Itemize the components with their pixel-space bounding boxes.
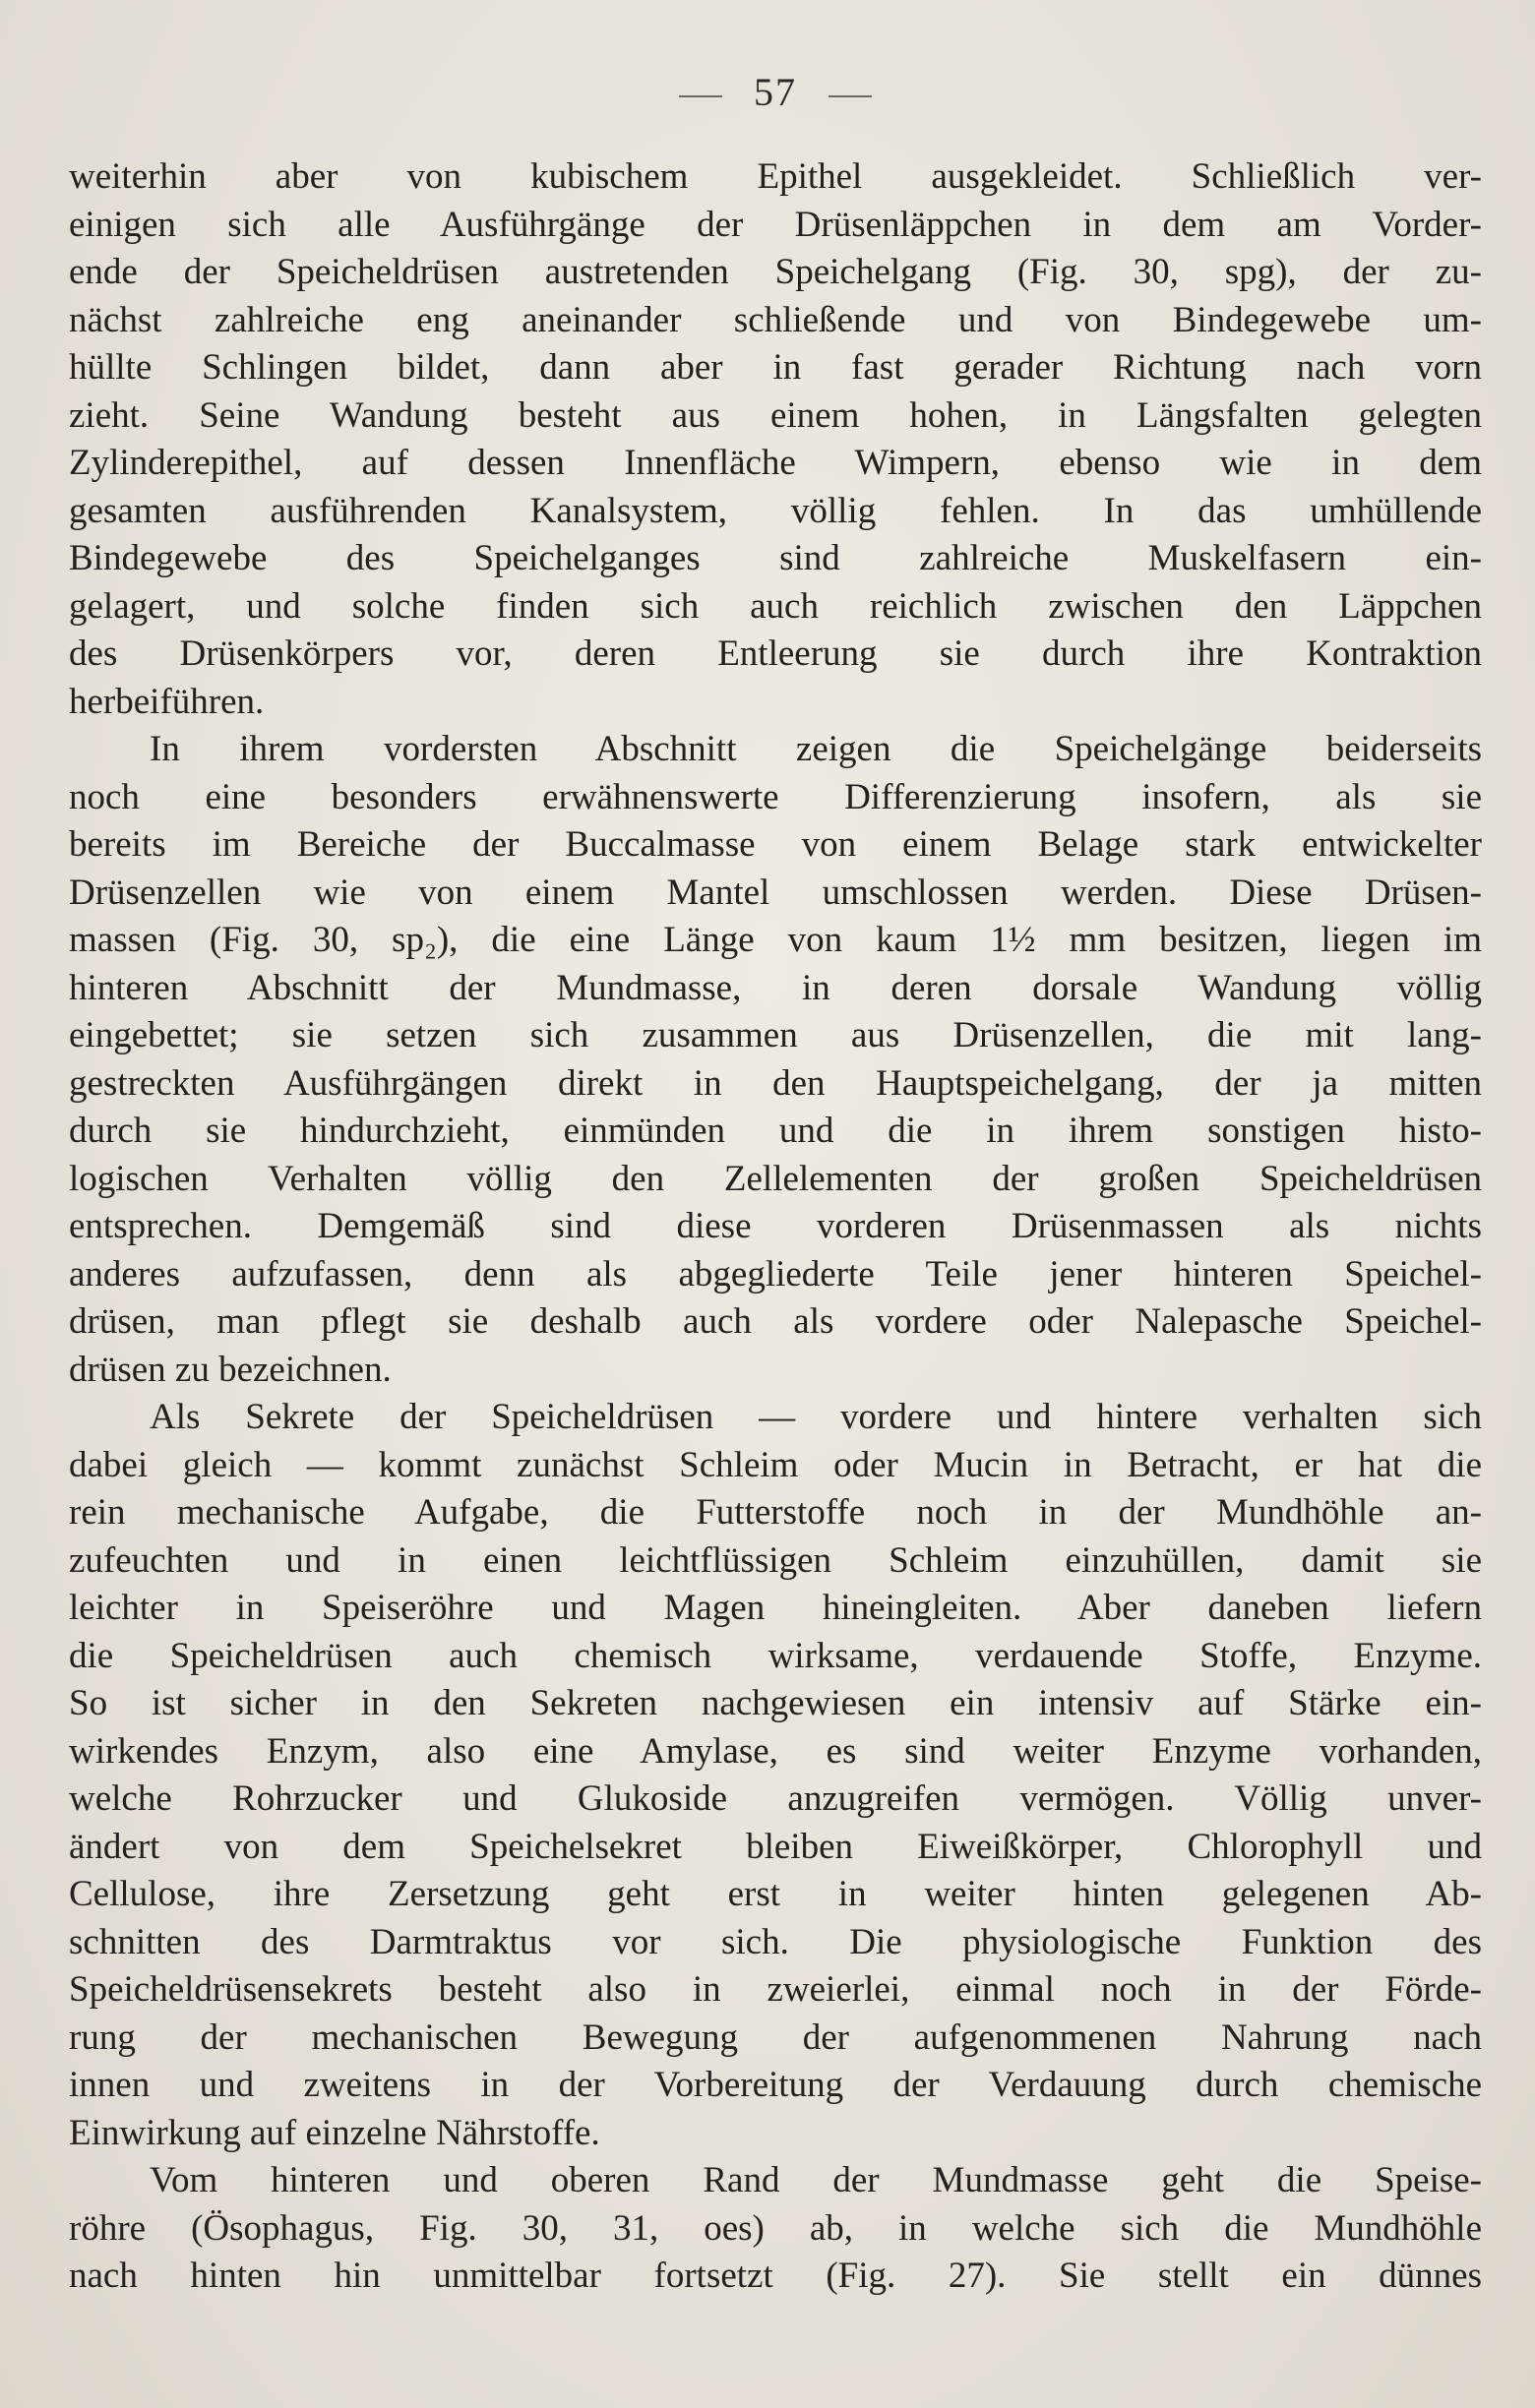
paragraph-3 xyxy=(69,1394,1482,2157)
text-line: rung der mechanischen Bewegung der aufgenommenen Nahrung nach xyxy=(69,2017,1482,2058)
text-line: anderes aufzufassen, denn als abgegliederte Teile jener hinteren Speichel- xyxy=(69,1253,1482,1294)
book-page xyxy=(69,59,1482,2361)
text-line: drüsen, man pflegt sie deshalb auch als vordere oder Nalepasche Speichel- xyxy=(69,1301,1482,1342)
text-line: herbeiführen. xyxy=(69,681,265,722)
text-line: rein mechanische Aufgabe, die Futterstoffe noch in der Mundhöhle an- xyxy=(69,1492,1482,1533)
left-dash xyxy=(679,95,722,97)
text-line: entsprechen. Demgemäß sind diese vorderen Drüsenmassen als nichts xyxy=(69,1206,1482,1246)
text-line: Drüsenzellen wie von einem Mantel umschlossen werden. Diese Drüsen- xyxy=(69,872,1482,913)
text-line: wirkendes Enzym, also eine Amylase, es sind weiter Enzyme vorhanden, xyxy=(69,1730,1482,1772)
text-line: In ihrem vordersten Abschnitt zeigen die Speichelgänge beiderseits xyxy=(150,729,1482,769)
page-number xyxy=(69,69,1482,115)
page-number-value: 57 xyxy=(754,70,797,114)
text-line: logischen Verhalten völlig den Zellelementen der großen Speicheldrüsen xyxy=(69,1158,1482,1199)
text-line: innen und zweitens in der Vorbereitung der Verdauung durch chemische xyxy=(69,2065,1482,2105)
text-line: röhre (Ösophagus, Fig. 30, 31, oes) ab, in welche sich die Mundhöhle xyxy=(69,2207,1482,2249)
text-line: bereits im Bereiche der Buccalmasse von einem Belage stark entwickelter xyxy=(69,824,1482,865)
text-line: ende der Speicheldrüsen austretenden Speichelgang (Fig. 30, spg), der zu- xyxy=(69,252,1482,292)
text-line: leichter in Speiseröhre und Magen hineingleiten. Aber daneben liefern xyxy=(69,1588,1482,1628)
text-line: nach hinten hin unmittelbar fortsetzt (Fig. 27). Sie stellt ein dünnes xyxy=(69,2256,1482,2296)
text-line: Speicheldrüsensekrets besteht also in zweierlei, einmal noch in der Förde- xyxy=(69,1969,1482,2010)
text-line: So ist sicher in den Sekreten nachgewiesen ein intensiv auf Stärke ein- xyxy=(69,1683,1482,1723)
text-line: Als Sekrete der Speicheldrüsen — vordere und hintere verhalten sich xyxy=(150,1397,1482,1437)
text-line: die Speicheldrüsen auch chemisch wirksame, verdauende Stoffe, Enzyme. xyxy=(69,1635,1482,1676)
text-line: Cellulose, ihre Zersetzung geht erst in weiter hinten gelegenen Ab- xyxy=(69,1874,1482,1914)
text-line: noch eine besonders erwähnenswerte Differenzierung insofern, als sie xyxy=(69,776,1482,817)
body-text xyxy=(69,153,1482,2301)
text-line: zieht. Seine Wandung besteht aus einem hohen, in Längsfalten gelegten xyxy=(69,394,1482,436)
text-line: Zylinderepithel, auf dessen Innenfläche Wimpern, ebenso wie in dem xyxy=(69,443,1482,483)
text-line: drüsen zu bezeichnen. xyxy=(69,1349,392,1390)
text-line: gesamten ausführenden Kanalsystem, völlig fehlen. In das umhüllende xyxy=(69,490,1482,531)
text-line: welche Rohrzucker und Glukoside anzugreifen vermögen. Völlig unver- xyxy=(69,1778,1482,1819)
text-line: hüllte Schlingen bildet, dann aber in fast gerader Richtung nach vorn xyxy=(69,347,1482,388)
text-line: hinteren Abschnitt der Mundmasse, in deren dorsale Wandung völlig xyxy=(69,967,1482,1008)
text-line: nächst zahlreiche eng aneinander schließende und von Bindegewebe um- xyxy=(69,299,1482,340)
text-line: ändert von dem Speichelsekret bleiben Eiweißkörper, Chlorophyll und xyxy=(69,1826,1482,1867)
text-line: Vom hinteren und oberen Rand der Mundmasse geht die Speise- xyxy=(150,2160,1482,2200)
text-line: zufeuchten und in einen leichtflüssigen Schleim einzuhüllen, damit sie xyxy=(69,1539,1482,1581)
text-line: gelagert, und solche finden sich auch reichlich zwischen den Läppchen xyxy=(69,585,1482,627)
paragraph-4 xyxy=(69,2157,1482,2301)
text-line: einigen sich alle Ausführgänge der Drüsenläppchen in dem am Vorder- xyxy=(69,204,1482,245)
text-line: massen (Fig. 30, sp₂), die eine Länge von kaum 1½ mm besitzen, liegen im xyxy=(69,920,1482,960)
text-line: des Drüsenkörpers vor, deren Entleerung sie durch ihre Kontraktion xyxy=(69,633,1482,674)
text-line: Bindegewebe des Speichelganges sind zahlreiche Muskelfasern ein- xyxy=(69,538,1482,578)
text-line: eingebettet; sie setzen sich zusammen aus Drüsenzellen, die mit lang- xyxy=(69,1015,1482,1055)
text-line: Einwirkung auf einzelne Nährstoffe. xyxy=(69,2112,600,2153)
right-dash xyxy=(829,95,872,97)
text-line: gestreckten Ausführgängen direkt in den Hauptspeichelgang, der ja mitten xyxy=(69,1062,1482,1104)
paragraph-1 xyxy=(69,153,1482,726)
text-line: weiterhin aber von kubischem Epithel ausgekleidet. Schließlich ver- xyxy=(69,156,1482,197)
text-line: durch sie hindurchzieht, einmünden und die in ihrem sonstigen histo- xyxy=(69,1111,1482,1151)
text-line: schnitten des Darmtraktus vor sich. Die physiologische Funktion des xyxy=(69,1921,1482,1962)
text-line: dabei gleich — kommt zunächst Schleim oder Mucin in Betracht, er hat die xyxy=(69,1444,1482,1485)
paragraph-2 xyxy=(69,726,1482,1394)
